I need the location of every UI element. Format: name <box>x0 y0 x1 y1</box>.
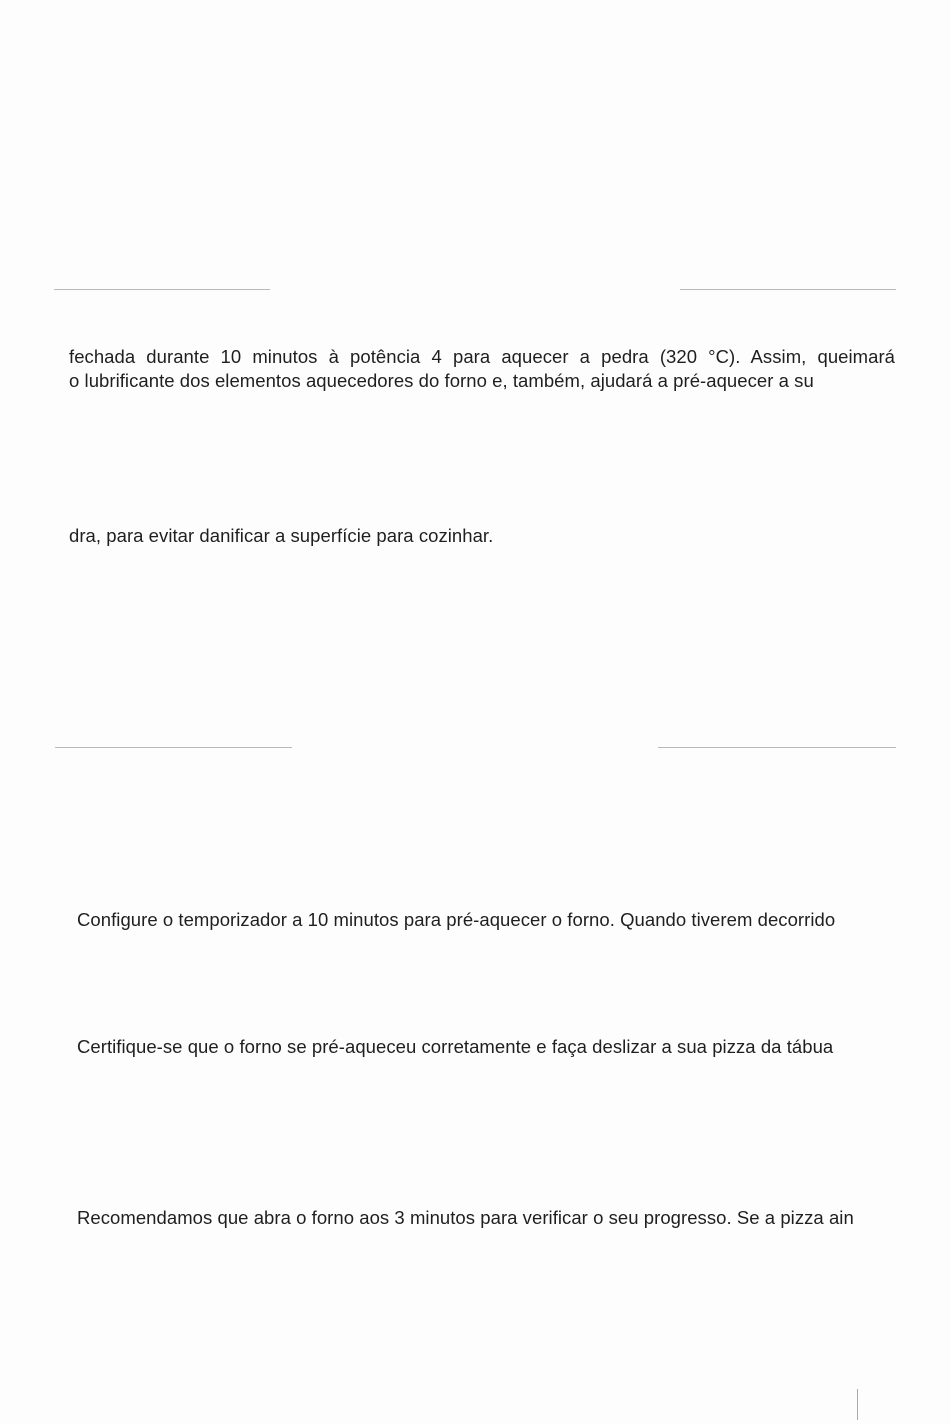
step-text: Certifique-se que o forno se pré-aqueceu corretamente e faça deslizar a sua pizza da tábua <box>77 1036 834 1057</box>
paragraph-line: fechada durante 10 minutos à potência 4 para aquecer a pedra (320 °C). Assim, queimará <box>69 346 895 367</box>
step-text: Recomendamos que abra o forno aos 3 minutos para verificar o seu progresso. Se a pizza ain <box>77 1207 854 1228</box>
divider-middle-left <box>55 747 292 748</box>
paragraph-line: o lubrificante dos elementos aquecedores do forno e, também, ajudará a pré-aquecer a su <box>69 370 814 391</box>
paragraph-line: dra, para evitar danificar a superfície para cozinhar. <box>69 525 494 546</box>
page-marker-line <box>857 1389 858 1420</box>
divider-middle-right <box>658 747 896 748</box>
step-text: Configure o temporizador a 10 minutos para pré-aquecer o forno. Quando tiverem decorrido <box>77 909 836 930</box>
divider-top-left <box>54 289 270 290</box>
divider-top-right <box>680 289 896 290</box>
